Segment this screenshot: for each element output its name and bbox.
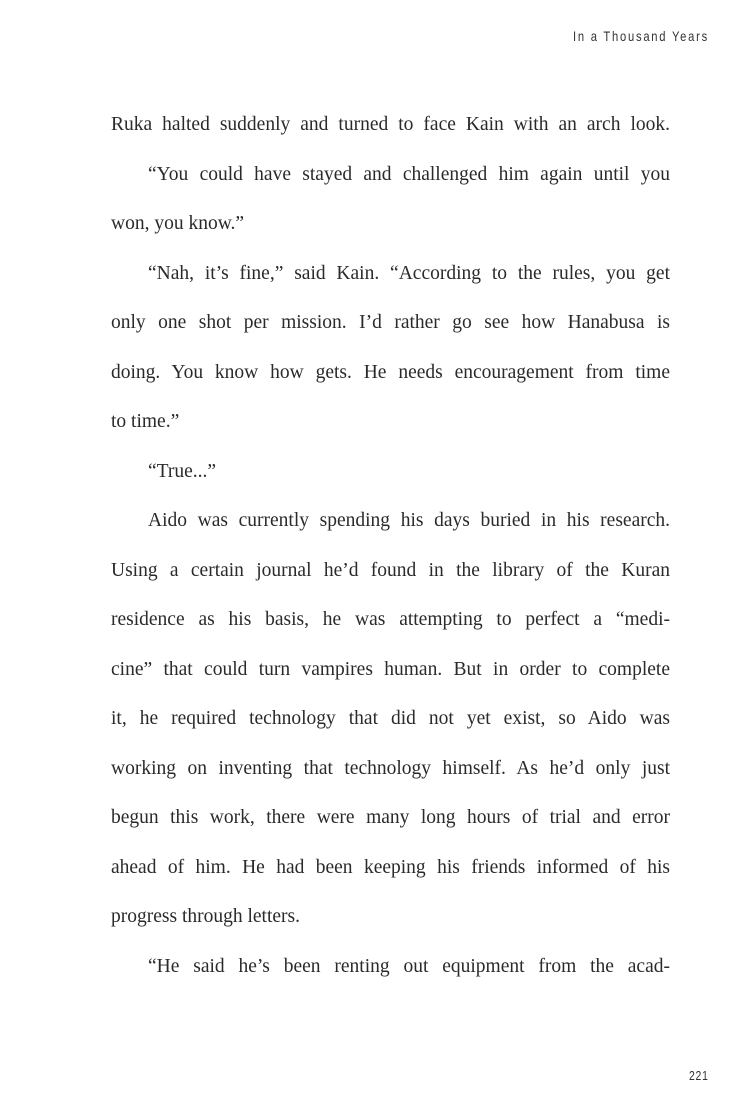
text-line: “You could have stayed and challenged him again until you (148, 163, 670, 185)
text-line: Ruka halted suddenly and turned to face Kain with an arch look. (111, 114, 670, 135)
text-line: ahead of him. He had been keeping his friends informed of his (111, 856, 670, 878)
text-line: Using a certain journal he’d found in the library of the Kuran (111, 559, 670, 581)
body-text (111, 100, 670, 991)
text-line: it, he required technology that did not yet exist, so Aido was (111, 708, 670, 729)
text-line: “True...” (148, 460, 217, 482)
text-line: progress through letters. (111, 906, 301, 927)
page-number: 221 (689, 1068, 709, 1083)
text-line: only one shot per mission. I’d rather go see how Hanabusa is (111, 312, 670, 333)
text-line: Aido was currently spending his days buried in his research. (148, 510, 670, 531)
text-line: working on inventing that technology himself. As he’d only just (111, 757, 670, 779)
text-line: doing. You know how gets. He needs encouragement from time (111, 361, 670, 383)
text-line: residence as his basis, he was attempting to perfect a “medi- (111, 609, 670, 630)
text-line: “Nah, it’s fine,” said Kain. “According to the rules, you get (148, 262, 670, 284)
text-line: “He said he’s been renting out equipment from the acad- (148, 955, 670, 977)
text-line: to time.” (111, 411, 180, 432)
text-line: cine” that could turn vampires human. But in order to complete (111, 658, 670, 680)
text-line: won, you know.” (111, 213, 245, 234)
text-line: begun this work, there were many long hours of trial and error (111, 807, 670, 828)
running-head: In a Thousand Years (573, 28, 709, 44)
